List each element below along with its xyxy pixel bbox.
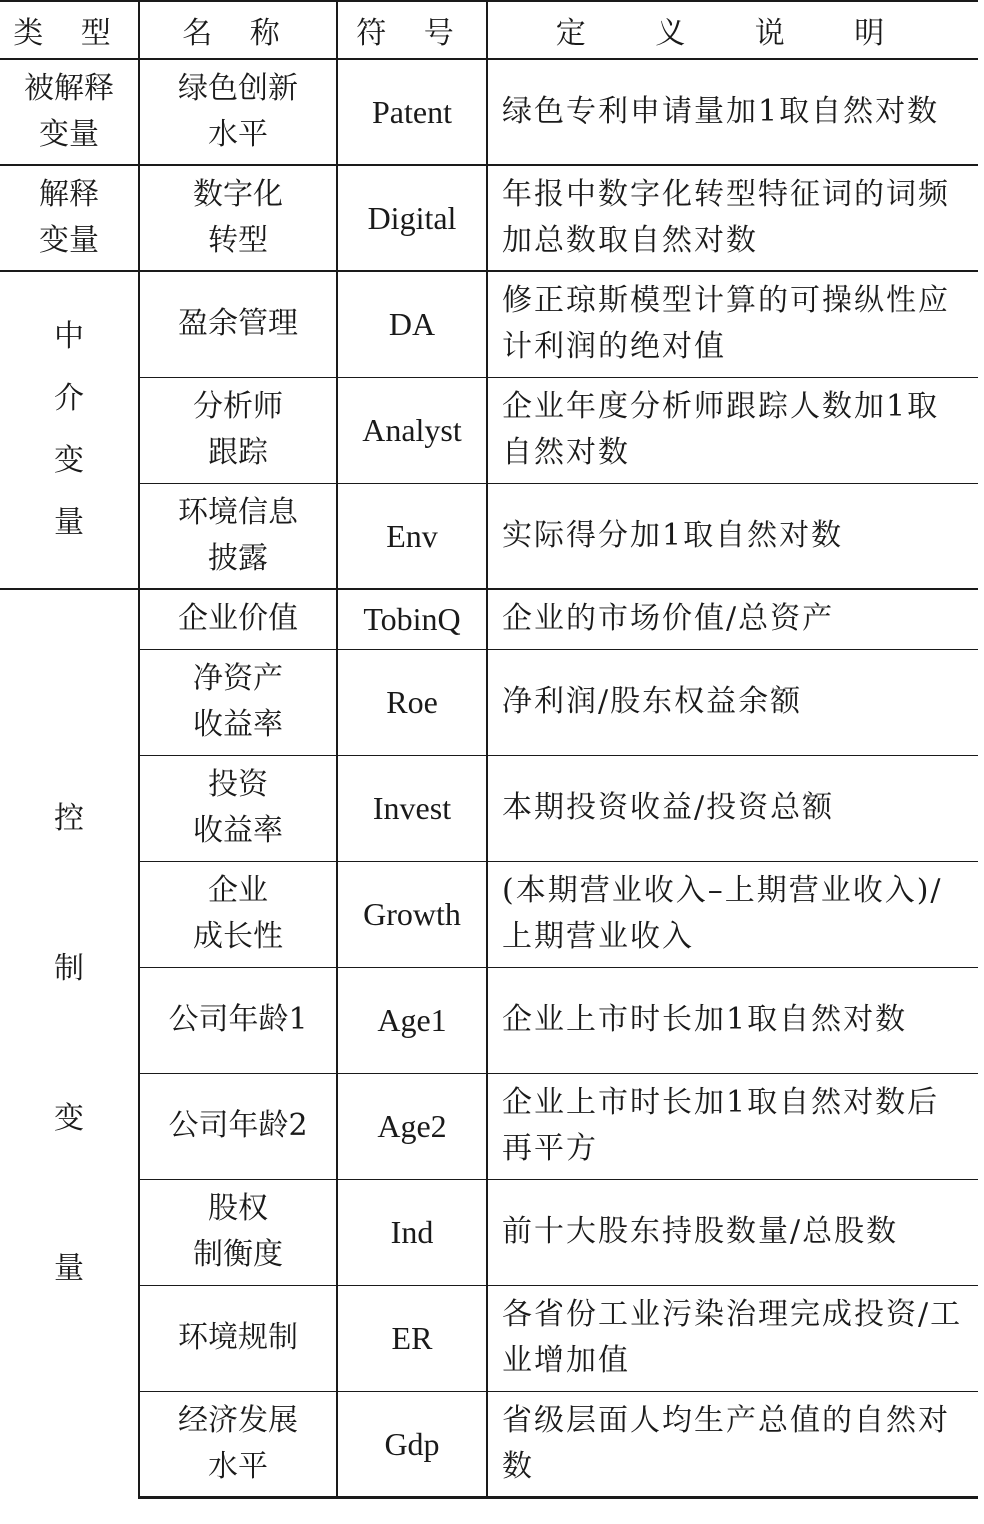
table-row: [0, 59, 978, 165]
definition-cell: 企业的市场价值/总资产: [487, 589, 978, 649]
symbol-cell: Growth: [337, 861, 487, 967]
type-cell: 控 制 变 量: [0, 589, 139, 1497]
name-cell: 分析师 跟踪: [139, 377, 337, 483]
name-cell: 企业 成长性: [139, 861, 337, 967]
symbol-cell: Analyst: [337, 377, 487, 483]
type-cell: 解释 变量: [0, 165, 139, 271]
name-cell: 投资 收益率: [139, 755, 337, 861]
definition-cell: 年报中数字化转型特征词的词频加总数取自然对数: [487, 165, 978, 271]
definition-cell: 实际得分加1取自然对数: [487, 483, 978, 589]
definition-cell: 前十大股东持股数量/总股数: [487, 1179, 978, 1285]
table-row: [0, 483, 978, 589]
table-row: [0, 755, 978, 861]
symbol-cell: TobinQ: [337, 589, 487, 649]
definition-cell: 省级层面人均生产总值的自然对数: [487, 1391, 978, 1497]
header-name: 名 称: [139, 1, 337, 59]
definition-cell: 各省份工业污染治理完成投资/工业增加值: [487, 1285, 978, 1391]
table-row: [0, 1179, 978, 1285]
table-row: [0, 377, 978, 483]
name-cell: 环境信息 披露: [139, 483, 337, 589]
header-symbol: 符 号: [337, 1, 487, 59]
name-cell: 绿色创新 水平: [139, 59, 337, 165]
table-row: [0, 165, 978, 271]
header-type: 类 型: [0, 1, 139, 59]
definition-cell: 绿色专利申请量加1取自然对数: [487, 59, 978, 165]
symbol-cell: Roe: [337, 649, 487, 755]
table-row: [0, 1391, 978, 1497]
name-cell: 数字化 转型: [139, 165, 337, 271]
symbol-cell: Ind: [337, 1179, 487, 1285]
type-cell: 被解释 变量: [0, 59, 139, 165]
symbol-cell: Gdp: [337, 1391, 487, 1497]
name-cell: 股权 制衡度: [139, 1179, 337, 1285]
definition-cell: 企业年度分析师跟踪人数加1取自然对数: [487, 377, 978, 483]
symbol-cell: ER: [337, 1285, 487, 1391]
table-row: [0, 967, 978, 1073]
definition-cell: 企业上市时长加1取自然对数后再平方: [487, 1073, 978, 1179]
name-cell: 盈余管理: [139, 271, 337, 377]
name-cell: 环境规制: [139, 1285, 337, 1391]
header-definition: 定 义 说 明: [487, 1, 978, 59]
table-row: [0, 1285, 978, 1391]
type-cell: 中 介 变 量: [0, 271, 139, 589]
symbol-cell: Age2: [337, 1073, 487, 1179]
symbol-cell: Env: [337, 483, 487, 589]
table-row: [0, 1073, 978, 1179]
name-cell: 公司年龄1: [139, 967, 337, 1073]
definition-cell: 净利润/股东权益余额: [487, 649, 978, 755]
table-header-row: [0, 1, 978, 59]
definition-cell: 企业上市时长加1取自然对数: [487, 967, 978, 1073]
definition-cell: 修正琼斯模型计算的可操纵性应计利润的绝对值: [487, 271, 978, 377]
table-row: [0, 589, 978, 649]
symbol-cell: Age1: [337, 967, 487, 1073]
table-row: [0, 649, 978, 755]
name-cell: 经济发展 水平: [139, 1391, 337, 1497]
symbol-cell: DA: [337, 271, 487, 377]
definition-cell: (本期营业收入–上期营业收入)/上期营业收入: [487, 861, 978, 967]
name-cell: 企业价值: [139, 589, 337, 649]
symbol-cell: Digital: [337, 165, 487, 271]
table-row: [0, 271, 978, 377]
symbol-cell: Invest: [337, 755, 487, 861]
name-cell: 公司年龄2: [139, 1073, 337, 1179]
name-cell: 净资产 收益率: [139, 649, 337, 755]
table-row: [0, 861, 978, 967]
definition-cell: 本期投资收益/投资总额: [487, 755, 978, 861]
symbol-cell: Patent: [337, 59, 487, 165]
